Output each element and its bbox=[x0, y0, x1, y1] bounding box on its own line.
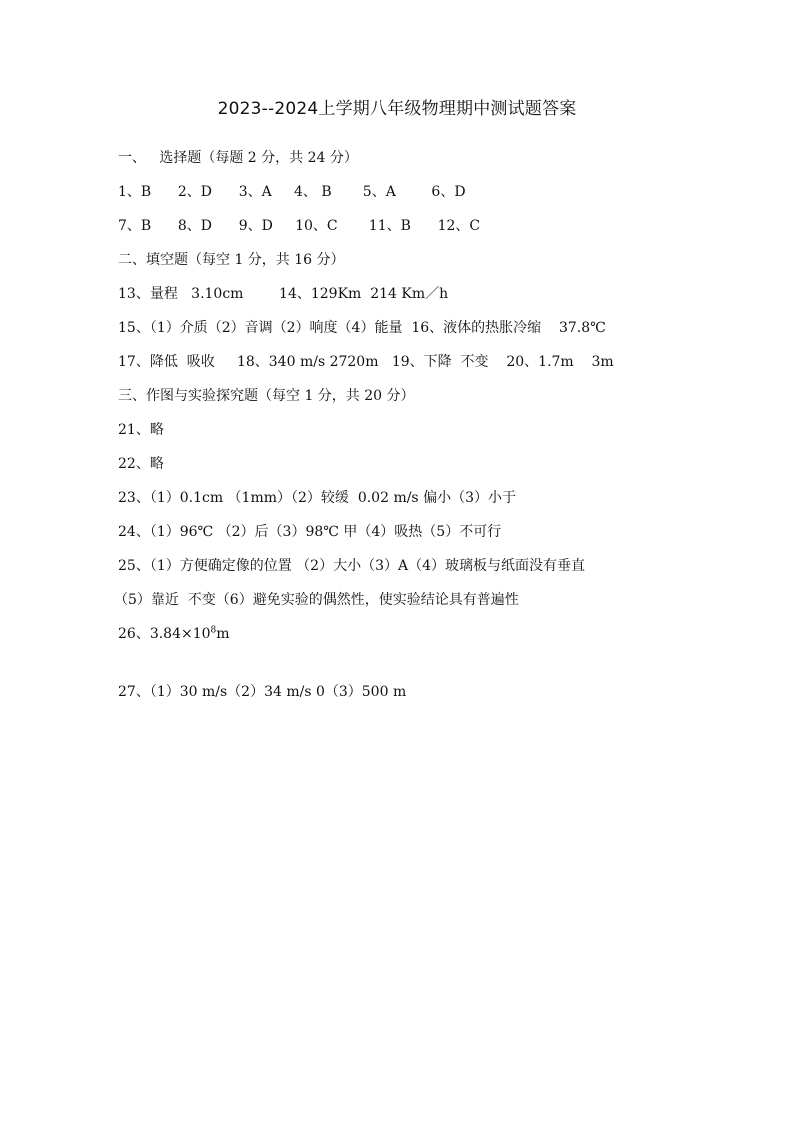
answer-line-22: 22、略 bbox=[118, 456, 164, 472]
answer-line-27: 27、（1）30 m/s（2）34 m/s 0（3）500 m bbox=[118, 684, 407, 700]
answer-line-25-part-b: （5）靠近 不变（6）避免实验的偶然性，使实验结论具有普遍性 bbox=[114, 592, 519, 608]
answer-line-24: 24、（1）96℃ （2）后（3）98℃ 甲（4）吸热（5）不可行 bbox=[118, 524, 502, 540]
answer-26-exponent: 8 bbox=[210, 625, 217, 636]
section-1-heading: 一、 选择题（每题 2 分，共 24 分） bbox=[118, 150, 358, 166]
answer-line-25-part-a: 25、（1）方便确定像的位置 （2）大小（3）A（4）玻璃板与纸面没有垂直 bbox=[118, 558, 586, 574]
multiple-choice-answers-1-6: 1、B 2、D 3、A 4、 B 5、A 6、D bbox=[118, 184, 466, 200]
answer-line-21: 21、略 bbox=[118, 422, 164, 438]
answer-line-13-14: 13、量程 3.10cm 14、129Km 214 Km／h bbox=[118, 286, 449, 302]
multiple-choice-answers-7-12: 7、B 8、D 9、D 10、C 11、B 12、C bbox=[118, 218, 481, 234]
answer-26-value: 26、3.84×10 bbox=[118, 626, 211, 642]
section-3-heading: 三、作图与实验探究题（每空 1 分，共 20 分） bbox=[118, 388, 415, 404]
answer-line-26 bbox=[118, 624, 230, 644]
answer-26-unit: m bbox=[216, 626, 230, 642]
document-title: 2023--2024上学期八年级物理期中测试题答案 bbox=[217, 99, 577, 119]
answer-line-15-16: 15、（1）介质（2）音调（2）响度（4）能量 16、液体的热胀冷缩 37.8℃ bbox=[118, 320, 606, 336]
answer-line-23: 23、（1）0.1cm （1mm）（2）较缓 0.02 m/s 偏小（3）小于 bbox=[118, 490, 516, 506]
answer-line-17-20: 17、降低 吸收 18、340 m/s 2720m 19、下降 不变 20、1.7m 3m bbox=[118, 354, 614, 370]
section-2-heading: 二、填空题（每空 1 分，共 16 分） bbox=[118, 252, 345, 268]
